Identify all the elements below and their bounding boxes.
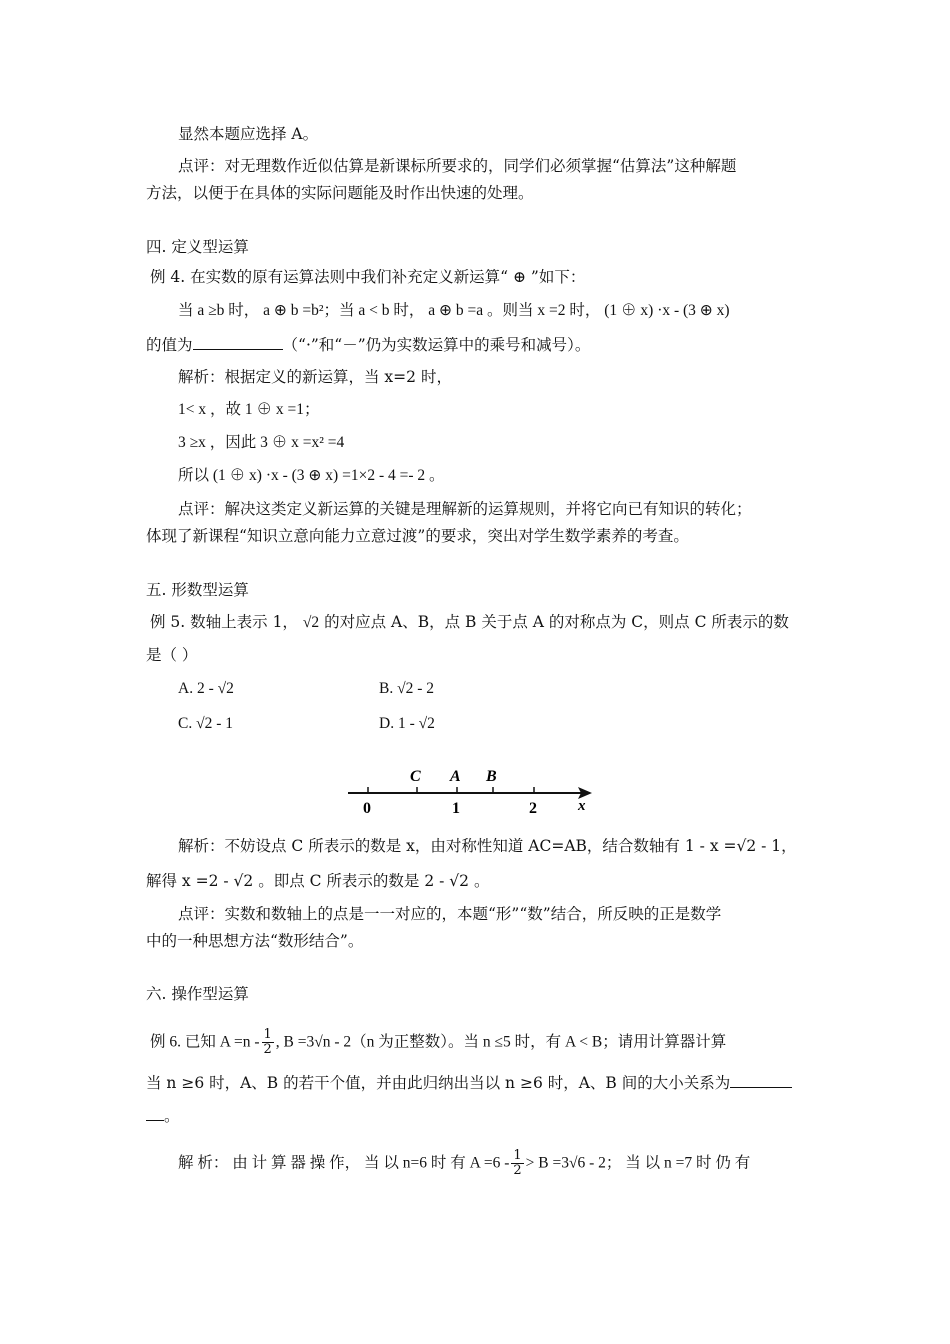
fraction-numerator: 1 [263, 1027, 272, 1042]
text: 的对应点 A、B，点 B 关于点 A 的对称点为 C，则点 C 所表示的数 [324, 613, 789, 631]
fraction-denominator: 2 [513, 1163, 522, 1178]
number-line-figure [340, 760, 600, 820]
label-x: x [578, 798, 586, 814]
paragraph: 3 ≥x ，因此 3 ⊕ x =x² =4 [178, 434, 345, 451]
section-heading: 六. 操作型运算 [146, 985, 249, 1003]
answer-blank [193, 335, 283, 350]
text: 的值为 [146, 336, 193, 354]
example-title: 例 4. 在实数的原有运算法则中我们补充定义新运算“ ⊕ ”如下： [150, 268, 586, 286]
text: 例 5. 数轴上表示 1， [150, 613, 298, 631]
paragraph [146, 1073, 792, 1093]
label-1: 1 [452, 800, 460, 817]
text: （“·”和“－”仍为实数运算中的乘号和减号）。 [282, 336, 591, 354]
paragraph [178, 1149, 750, 1178]
label-c: C [410, 768, 421, 785]
text: 解 析： 由 计 算 器 操 作， 当 以 n=6 时 有 A =6 - [178, 1154, 510, 1172]
text: 例 6. 已知 A =n - [150, 1033, 260, 1051]
answer-blank [730, 1073, 792, 1088]
paragraph: 体现了新课程“知识立意向能力立意过渡”的要求，突出对学生数学素养的考查。 [146, 527, 689, 545]
option-a: A. 2 - √2 [178, 680, 234, 697]
fraction-numerator: 1 [513, 1148, 522, 1163]
label-2: 2 [529, 800, 537, 817]
paragraph [146, 1106, 180, 1126]
label-0: 0 [363, 800, 371, 817]
text: > B =3√6 - 2； 当 以 n =7 时 仍 有 [525, 1154, 751, 1172]
option-b: B. √2 - 2 [379, 680, 435, 697]
paragraph: 点评：实数和数轴上的点是一一对应的，本题“形”“数”结合，所反映的正是数学 [178, 905, 722, 923]
text: , B =3√n - 2（n 为正整数）。当 n ≤5 时，有 A < B；请用计算器计算 [275, 1033, 727, 1051]
sqrt-expression: √2 [302, 614, 320, 631]
paragraph: 方法，以便于在具体的实际问题能及时作出快速的处理。 [146, 184, 534, 202]
paragraph: 所以 (1 ⊕ x) ·x - (3 ⊕ x) =1×2 - 4 =- 2 。 [178, 467, 445, 484]
fraction [262, 1028, 274, 1057]
example-title [150, 1028, 726, 1057]
section-heading: 四. 定义型运算 [146, 238, 249, 256]
example-title [150, 612, 789, 633]
section-heading: 五. 形数型运算 [146, 581, 249, 599]
paragraph: 解得 x =2 - √2 。即点 C 所表示的数是 2 - √2 。 [146, 872, 490, 890]
text: 当 n ≥6 时，A、B 的若干个值，并由此归纳出当以 n ≥6 时，A、B 间的大小关系为 [146, 1074, 731, 1092]
label-b: B [486, 768, 497, 785]
paragraph: 当 a ≥b 时， a ⊕ b =b²；当 a < b 时， a ⊕ b =a 。则当 x =2 时， (1 ⊕ x) ·x - (3 ⊕ x) [178, 302, 730, 319]
paragraph: 点评：对无理数作近似估算是新课标所要求的，同学们必须掌握“估算法”这种解题 [178, 157, 737, 175]
paragraph: 中的一种思想方法“数形结合”。 [146, 932, 364, 950]
option-d: D. 1 - √2 [379, 715, 435, 732]
paragraph [146, 335, 590, 355]
answer-blank-continued [146, 1106, 164, 1121]
paragraph: 解析：根据定义的新运算，当 x=2 时， [178, 368, 452, 386]
paragraph: 解析：不妨设点 C 所表示的数是 x，由对称性知道 AC=AB，结合数轴有 1 - x =√2 - 1， [178, 837, 797, 855]
fraction-denominator: 2 [263, 1042, 272, 1057]
fraction [511, 1149, 523, 1178]
label-a: A [450, 768, 461, 785]
paragraph: 是（ ） [146, 646, 198, 664]
paragraph: 1< x ，故 1 ⊕ x =1； [178, 401, 320, 418]
option-c: C. √2 - 1 [178, 715, 234, 732]
text: 。 [164, 1107, 180, 1125]
paragraph: 点评：解决这类定义新运算的关键是理解新的运算规则，并将它向已有知识的转化； [178, 500, 752, 518]
paragraph: 显然本题应选择 A。 [178, 125, 319, 143]
